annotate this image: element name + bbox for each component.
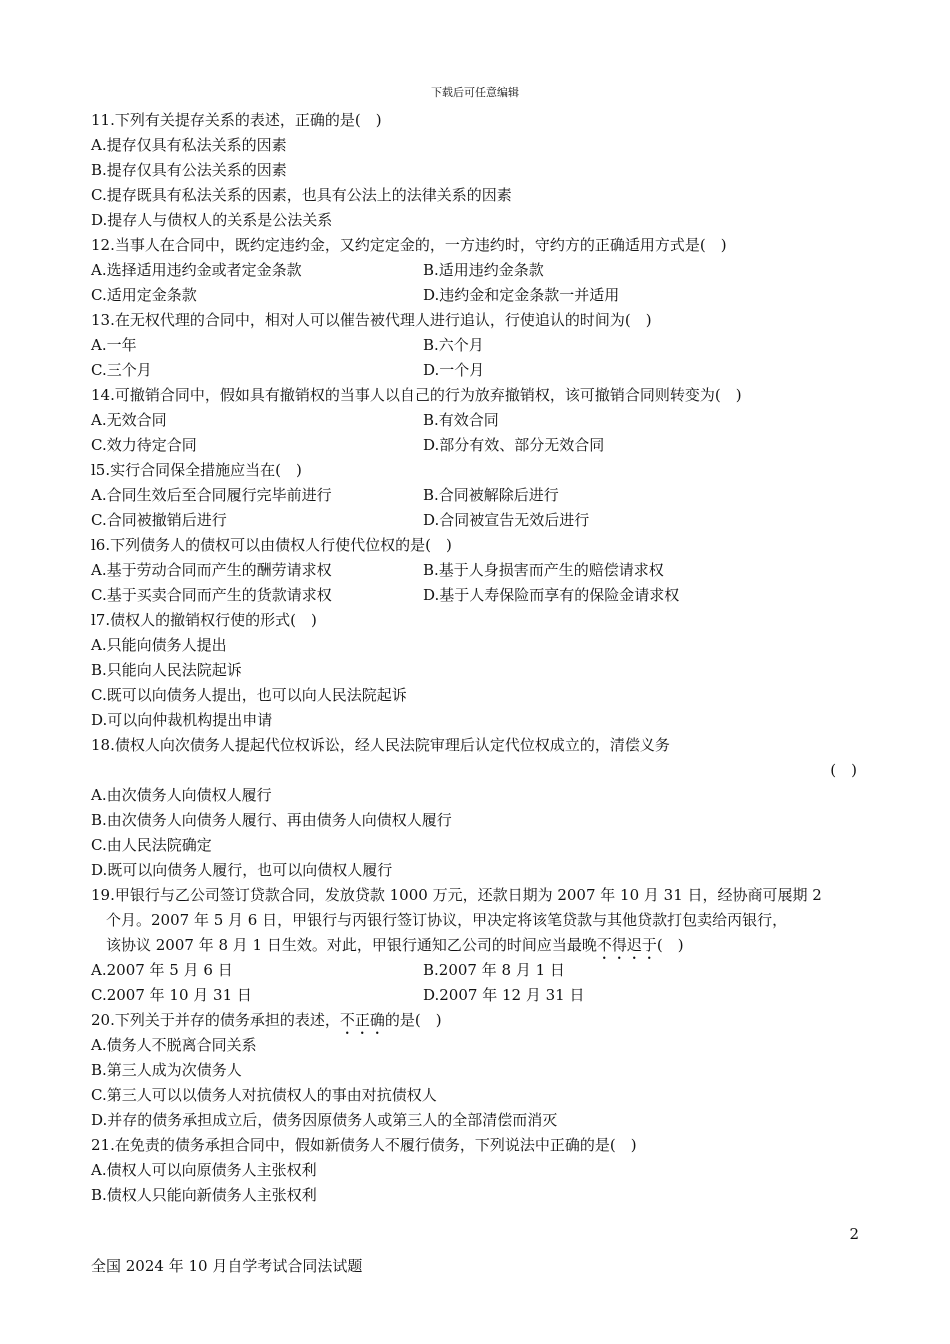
question-11-option-c: C.提存既具有私法关系的因素，也具有公法上的法律关系的因素	[91, 186, 512, 204]
question-17-stem: l7.债权人的撤销权行使的形式( )	[91, 611, 317, 629]
question-15-option-d: D.合同被宣告无效后进行	[423, 511, 590, 529]
question-13-options-row-1	[91, 333, 861, 358]
question-16-option-d: D.基于人寿保险而享有的保险金请求权	[423, 586, 680, 604]
question-18-option-d: D.既可以向债务人履行，也可以向债权人履行	[91, 861, 393, 879]
question-18-answer-parentheses: ( )	[830, 761, 857, 779]
question-19-stem-text: 该协议 2007 年 8 月 1 日生效。对此，甲银行通知乙公司的时间应当最晚	[106, 936, 597, 954]
question-13-option-c: C.三个月	[91, 361, 152, 379]
question-11-option-b: B.提存仅具有公法关系的因素	[91, 161, 287, 179]
question-20-stem-text: 20.下列关于并存的债务承担的表述，	[91, 1011, 340, 1029]
question-19-options-row-2	[91, 983, 861, 1008]
question-20-option-a: A.债务人不脱离合同关系	[91, 1036, 257, 1054]
question-11-stem: 11.下列有关提存关系的表述，正确的是( )	[91, 111, 382, 129]
question-15-options-row-2	[91, 508, 861, 533]
question-15-option-b: B.合同被解除后进行	[423, 486, 559, 504]
question-20-stem	[91, 1008, 861, 1033]
question-18-option-c: C.由人民法院确定	[91, 836, 212, 854]
question-13-option-b: B.六个月	[423, 336, 484, 354]
question-18-stem: 18.债权人向次债务人提起代位权诉讼，经人民法院审理后认定代位权成立的，清偿义务	[91, 736, 670, 754]
question-19-stem-line-3	[91, 933, 861, 958]
question-19-stem-line-1: 19.甲银行与乙公司签订贷款合同，发放贷款 1000 万元，还款日期为 2007 年 10 月 31 日，经协商可展期 2	[91, 886, 822, 904]
question-14-option-a: A.无效合同	[91, 411, 167, 429]
question-14-option-c: C.效力待定合同	[91, 436, 197, 454]
question-16-option-a: A.基于劳动合同而产生的酬劳请求权	[91, 561, 332, 579]
question-20-stem-end: 的是( )	[384, 1011, 442, 1029]
question-14-options-row-2	[91, 433, 861, 458]
page-header: 下载后可任意编辑	[431, 86, 519, 99]
question-18-option-b: B.由次债务人向债务人履行、再由债务人向债权人履行	[91, 811, 452, 829]
question-21-option-b: B.债权人只能向新债务人主张权利	[91, 1186, 317, 1204]
question-15-option-c: C.合同被撤销后进行	[91, 511, 227, 529]
question-14-stem: 14.可撤销合同中，假如具有撤销权的当事人以自己的行为放弃撤销权，该可撤销合同则转变为( )	[91, 386, 742, 404]
question-17-option-c: C.既可以向债务人提出，也可以向人民法院起诉	[91, 686, 407, 704]
question-16-option-c: C.基于买卖合同而产生的货款请求权	[91, 586, 332, 604]
page-footer: 全国 2024 年 10 月自学考试合同法试题	[91, 1257, 363, 1275]
question-15-stem: l5.实行合同保全措施应当在( )	[91, 461, 302, 479]
question-11-option-d: D.提存人与债权人的关系是公法关系	[91, 211, 333, 229]
question-19-option-a: A.2007 年 5 月 6 日	[91, 961, 233, 979]
question-12-options-row-1	[91, 258, 861, 283]
question-21-option-a: A.债权人可以向原债务人主张权利	[91, 1161, 317, 1179]
question-14-option-b: B.有效合同	[423, 411, 499, 429]
question-17-option-b: B.只能向人民法院起诉	[91, 661, 242, 679]
question-15-option-a: A.合同生效后至合同履行完毕前进行	[91, 486, 332, 504]
question-20-option-c: C.第三人可以以债务人对抗债权人的事由对抗债权人	[91, 1086, 437, 1104]
question-12-option-a: A.选择适用违约金或者定金条款	[91, 261, 302, 279]
question-19-options-row-1	[91, 958, 861, 983]
question-19-option-b: B.2007 年 8 月 1 日	[423, 961, 565, 979]
question-list	[91, 108, 861, 1208]
question-12-options-row-2	[91, 283, 861, 308]
question-12-option-b: B.适用违约金条款	[423, 261, 544, 279]
question-16-option-b: B.基于人身损害而产生的赔偿请求权	[423, 561, 664, 579]
question-20-option-b: B.第三人成为次债务人	[91, 1061, 242, 1079]
question-18-option-a: A.由次债务人向债权人履行	[91, 786, 272, 804]
question-19-answer-parentheses: ( )	[656, 936, 684, 954]
question-12-option-d: D.违约金和定金条款一并适用	[423, 286, 620, 304]
question-19-stem-line-2: 个月。2007 年 5 月 6 日，甲银行与丙银行签订协议，甲决定将该笔贷款与其他贷款打包卖给丙银行，	[106, 911, 788, 929]
question-16-options-row-2	[91, 583, 861, 608]
question-19-emphasis-text: 不得迟于	[596, 936, 657, 954]
question-17-option-a: A.只能向债务人提出	[91, 636, 227, 654]
question-19-option-d: D.2007 年 12 月 31 日	[423, 986, 585, 1004]
question-15-options-row-1	[91, 483, 861, 508]
question-11-option-a: A.提存仅具有私法关系的因素	[91, 136, 287, 154]
question-19-option-c: C.2007 年 10 月 31 日	[91, 986, 252, 1004]
question-13-stem: 13.在无权代理的合同中，相对人可以催告被代理人进行追认，行使追认的时间为( )	[91, 311, 652, 329]
question-21-stem: 21.在免责的债务承担合同中，假如新债务人不履行债务，下列说法中正确的是( )	[91, 1136, 637, 1154]
question-20-option-d: D.并存的债务承担成立后，债务因原债务人或第三人的全部清偿而消灭	[91, 1111, 558, 1129]
question-13-options-row-2	[91, 358, 861, 383]
question-14-option-d: D.部分有效、部分无效合同	[423, 436, 605, 454]
question-12-option-c: C.适用定金条款	[91, 286, 197, 304]
question-20-emphasis-text: 不正确	[339, 1011, 385, 1029]
page-number: 2	[849, 1225, 859, 1243]
question-13-option-a: A.一年	[91, 336, 137, 354]
question-13-option-d: D.一个月	[423, 361, 485, 379]
question-12-stem: 12.当事人在合同中，既约定违约金，又约定定金的，一方违约时，守约方的正确适用方式是( )	[91, 236, 727, 254]
question-17-option-d: D.可以向仲裁机构提出申请	[91, 711, 273, 729]
question-16-stem: l6.下列债务人的债权可以由债权人行使代位权的是( )	[91, 536, 452, 554]
question-14-options-row-1	[91, 408, 861, 433]
question-16-options-row-1	[91, 558, 861, 583]
